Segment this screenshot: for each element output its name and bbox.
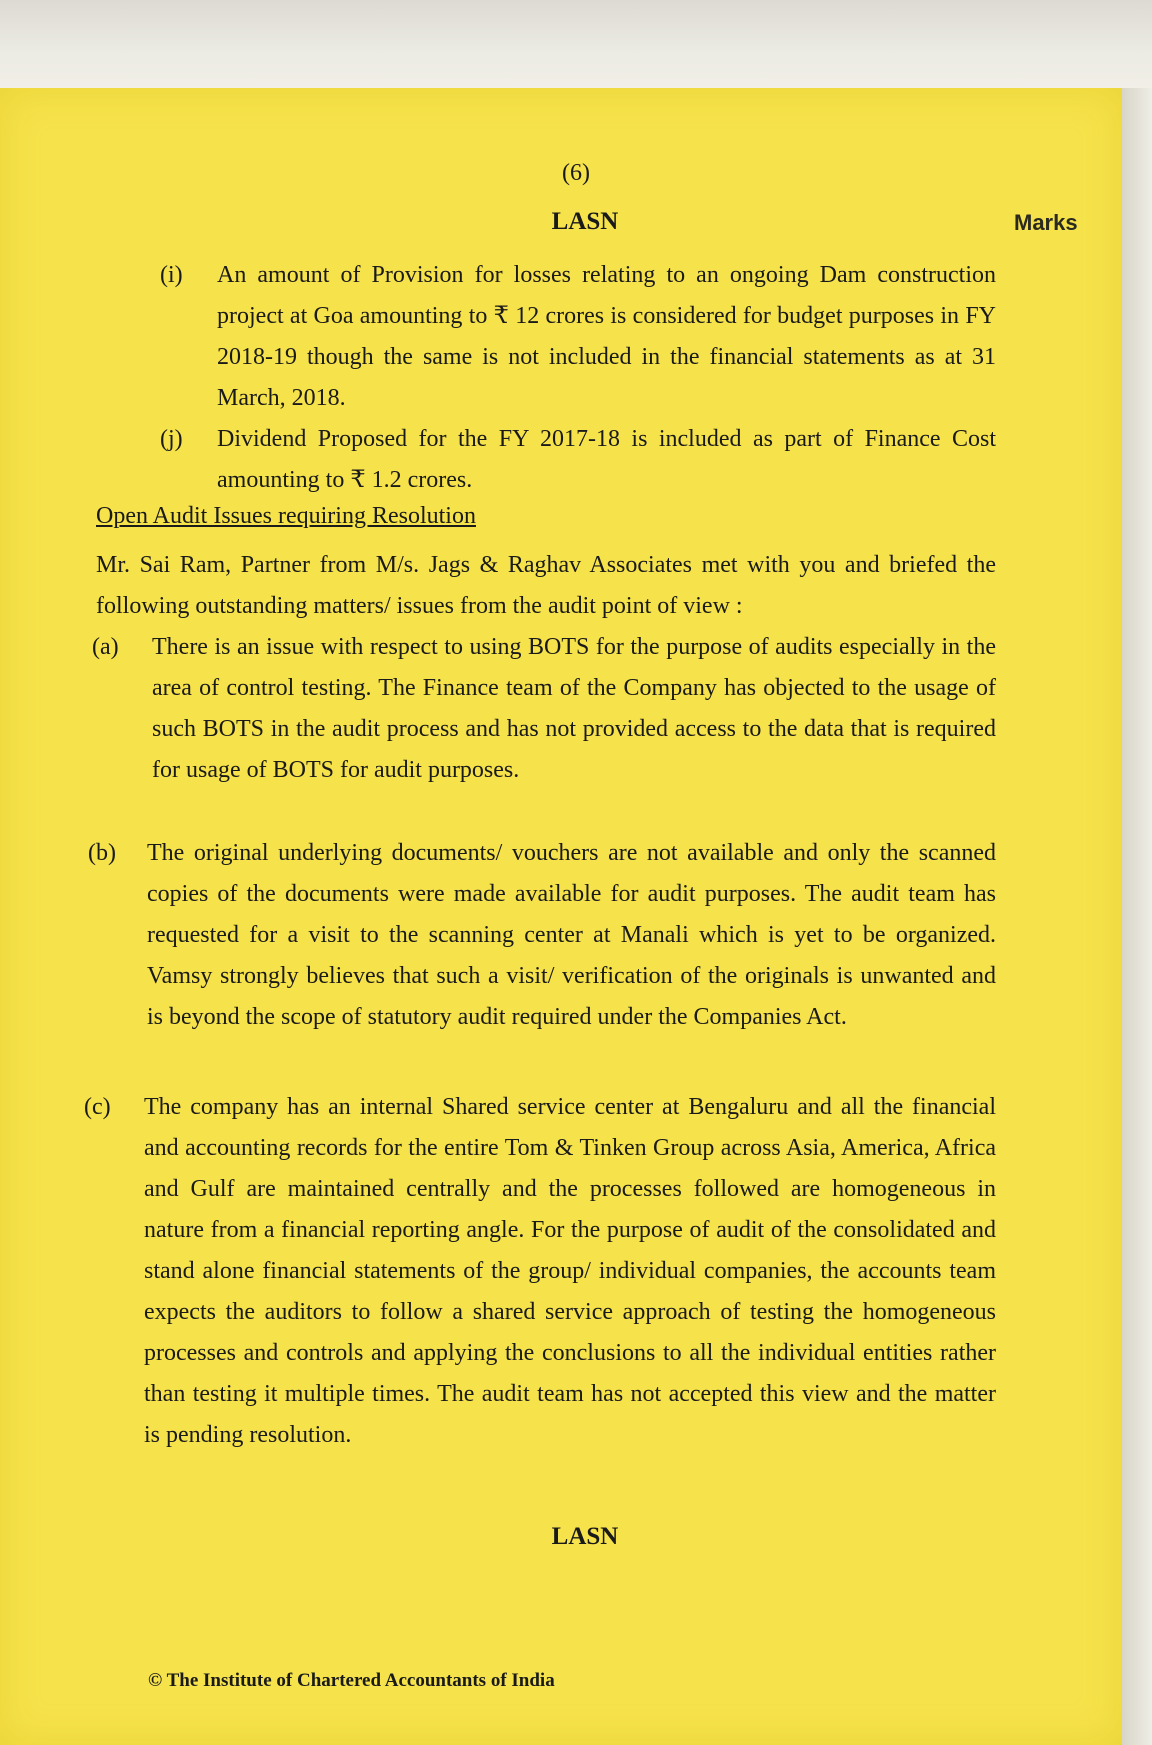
list-item-a xyxy=(92,627,996,791)
list-item-b xyxy=(88,833,996,1038)
section-heading: Open Audit Issues requiring Resolution xyxy=(96,503,476,529)
list-item-i xyxy=(160,255,996,419)
item-text: The company has an internal Shared service center at Bengaluru and all the financial and accounting records for the entire Tom & Tinken Group across Asia, America, Africa and Gulf are maintained centrally and the processes followed are homogeneous in nature from a financial reporting angle. For the purpose of audit of the consolidated and stand alone financial statements of the group/ individual companies, the accounts team expects the auditors to follow a shared service approach of testing the homogeneous processes and controls and applying the conclusions to all the individual entities rather than testing it multiple times. The audit team has not accepted this view and the matter is pending resolution. xyxy=(144,1094,996,1448)
item-marker: (c) xyxy=(84,1094,111,1120)
footer-paper-code: LASN xyxy=(551,1523,619,1550)
item-marker: (j) xyxy=(160,426,183,452)
scan-background-right xyxy=(1122,88,1152,1745)
list-item-j xyxy=(160,419,996,501)
item-text: The original underlying documents/ vouchers are not available and only the scanned copies of the documents were made available for audit purposes. The audit team has requested for a visit to the scanning center at Manali which is yet to be organized. Vamsy strongly believes that such a visit/ verification of the originals is unwanted and is beyond the scope of statutory audit required under the Companies Act. xyxy=(147,840,996,1030)
marks-column-label: Marks xyxy=(1014,210,1078,235)
item-marker: (i) xyxy=(160,262,183,288)
item-text: There is an issue with respect to using BOTS for the purpose of audits especially in the area of control testing. The Finance team of the Company has objected to the usage of such BOTS in the audit process and has not provided access to the data that is required for usage of BOTS for audit purposes. xyxy=(152,634,996,783)
scan-background-top xyxy=(0,0,1152,90)
header-paper-code: LASN xyxy=(551,208,619,235)
list-item-c xyxy=(84,1087,996,1456)
item-text: An amount of Provision for losses relating to an ongoing Dam construction project at Goa amounting to ₹ 12 crores is considered for budget purposes in FY 2018-19 though the same is not included in the financial statements as at 31 March, 2018. xyxy=(217,262,996,411)
item-marker: (b) xyxy=(88,840,116,866)
item-text: Dividend Proposed for the FY 2017-18 is included as part of Finance Cost amounting to ₹ 1.2 crores. xyxy=(217,426,996,493)
intro-paragraph: Mr. Sai Ram, Partner from M/s. Jags & Raghav Associates met with you and briefed the following outstanding matters/ issues from the audit point of view : xyxy=(96,552,996,619)
copyright-footer: © The Institute of Chartered Accountants of India xyxy=(148,1670,555,1691)
item-marker: (a) xyxy=(92,634,119,660)
page-number: (6) xyxy=(562,160,590,186)
